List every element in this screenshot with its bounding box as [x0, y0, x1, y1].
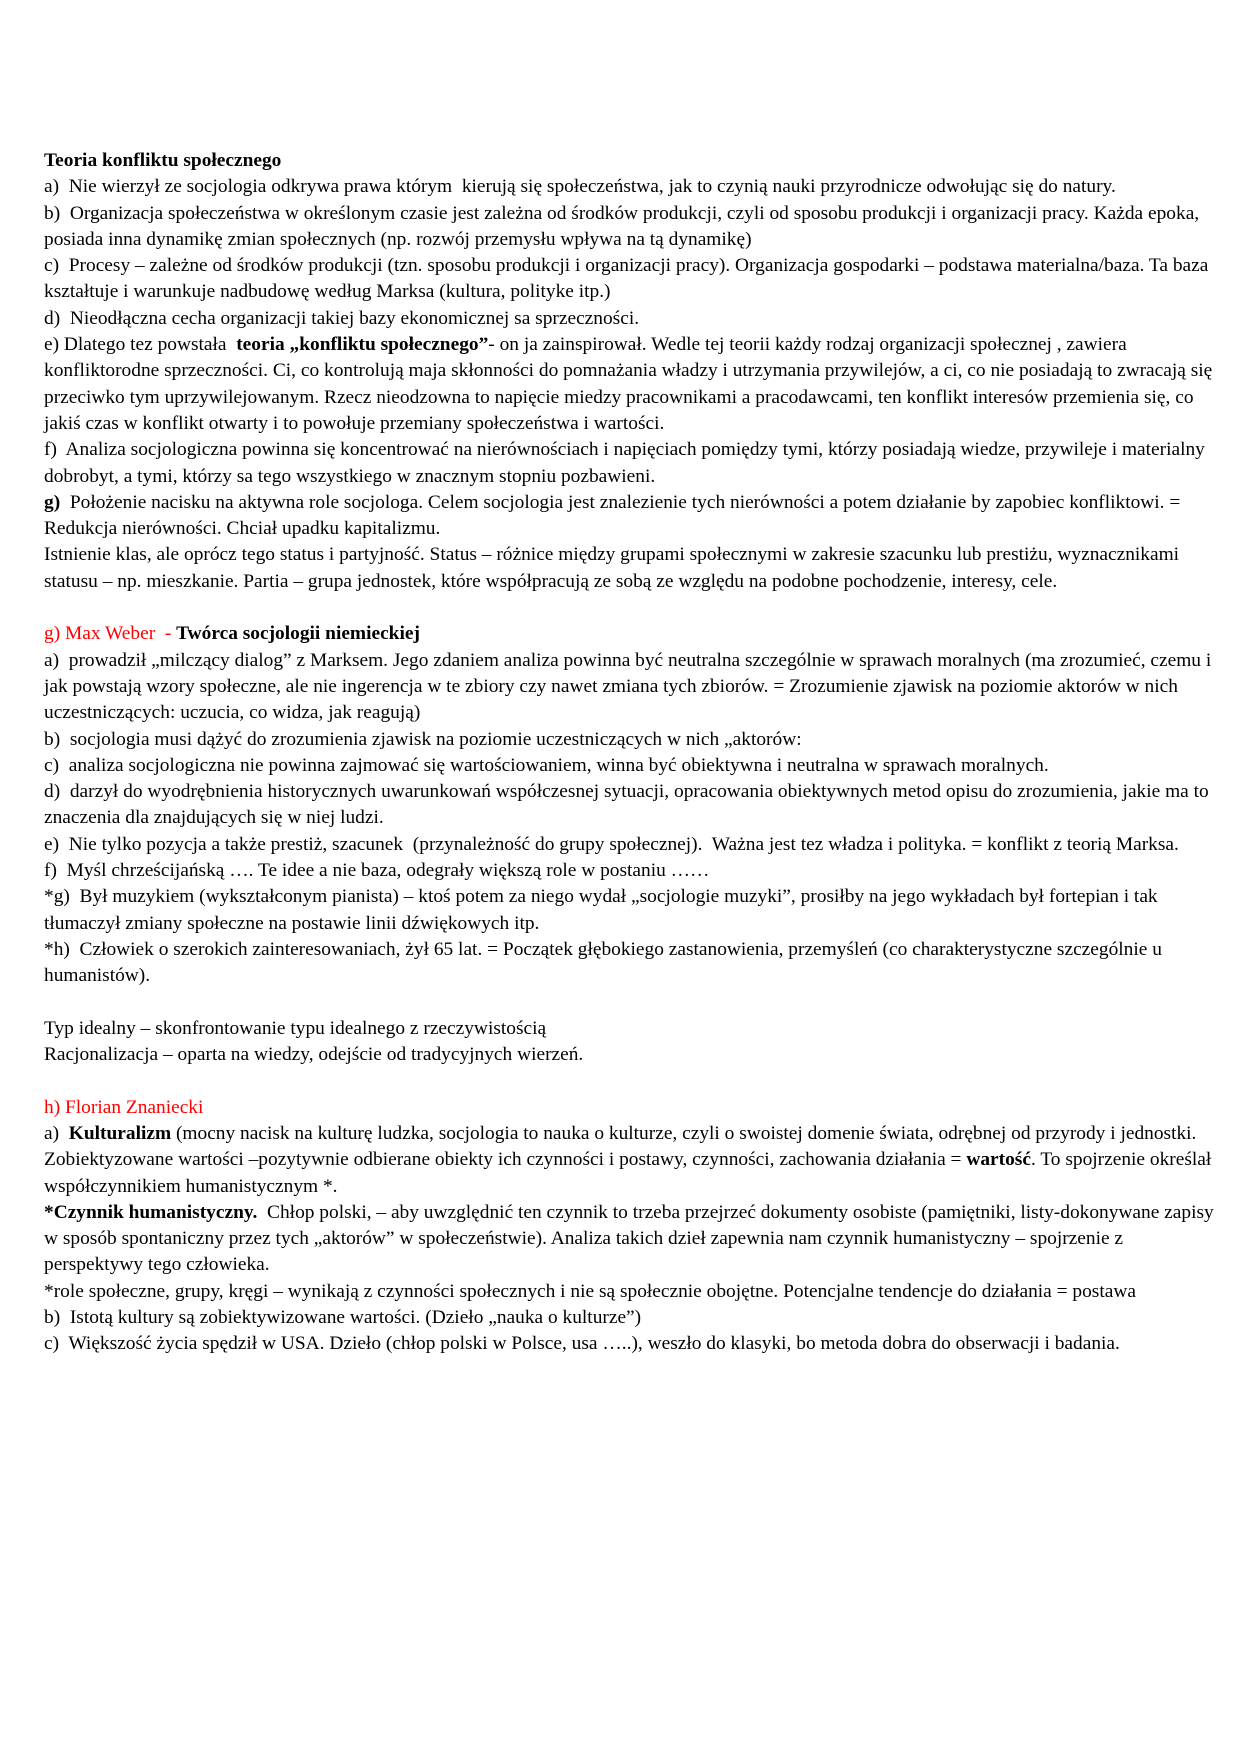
spacer: [44, 990, 1214, 1016]
spacer: [44, 595, 1214, 621]
conflict-point-c: c) Procesy – zależne od środków produkcji (tzn. sposobu produkcji i organizacji pracy). Organizacja gospodarki – podstawa materialna/baza. Ta baza kształtuje i warunkuje nadbudowę według Marksa (kultura, polityke itp.): [44, 255, 1214, 303]
weber-racjonalizacja: Racjonalizacja – oparta na wiedzy, odejście od tradycyjnych wierzeń.: [44, 1044, 584, 1066]
weber-point-a: a) prowadził „milczący dialog” z Marksem. Jego zdaniem analiza powinna być neutralna szczególnie w sprawach moralnych (ma zrozumieć, czemu i jak powstają wzory społeczne, ale nie ingerencja w te zbiory czy nawet zmiana tych zbiorów. = Zrozumienie zjawisk na poziomie aktorów w nich uczestniczących: uczucia, co widza, jak reagują): [44, 649, 1217, 724]
znaniecki-point-a: a) Kulturalizm (mocny nacisk na kulturę ludzka, socjologia to nauka o kulturze, czyli o swoistej domenie świata, odrębnej od przyrody i jednostki. Zobiektyzowane wartości –pozytywnie odbierane obiekty ich czynności i postawy, czynności, zachowania działania = wartość. To spojrzenie określał współczynnikiem humanistycznym *.: [44, 1122, 1217, 1197]
spacer: [44, 1068, 1214, 1094]
conflict-point-g: g) Położenie nacisku na aktywna role socjologa. Celem socjologia jest znalezienie tych nierówności a potem działanie by zapobiec konfliktowi. = Redukcja nierówności. Chciał upadku kapitalizmu.: [44, 491, 1186, 540]
conflict-extra-paragraph: Istnienie klas, ale oprócz tego status i partyjność. Status – różnice między grupami społecznymi w zakresie szacunku lub prestiżu, wyznacznikami statusu – np. mieszkanie. Partia – grupa jednostek, które współpracują ze sobą ze względu na podobne pochodzenie, interesy, cele.: [44, 544, 1184, 592]
conflict-point-d: d) Nieodłączna cecha organizacji takiej bazy ekonomicznej sa sprzeczności.: [44, 307, 640, 329]
znaniecki-point-b: b) Istotą kultury są zobiektywizowane wartości. (Dzieło „nauka o kulturze”): [44, 1307, 642, 1329]
weber-point-d: d) darzył do wyodrębnienia historycznych uwarunkowań współczesnej sytuacji, opracowania obiektywnych metod opisu do zrozumienia, jakie ma to znaczenia dla znajdujących się w niej ludzi.: [44, 781, 1214, 829]
document-page: [44, 148, 1219, 1358]
weber-point-g: *g) Był muzykiem (wykształconym pianista) – ktoś potem za niego wydał „socjologie muzyki”, prosiłby na jego wykładach był fortepian i tak tłumaczył zmiany społeczne na postawie linii dźwiękowych itp.: [44, 886, 1163, 934]
weber-point-f: f) Myśl chrześcijańską …. Te idee a nie baza, odegrały większą role w postaniu ……: [44, 860, 710, 882]
section-title-weber: g) Max Weber - Twórca socjologii niemieckiej: [44, 623, 420, 645]
weber-point-e: e) Nie tylko pozycja a także prestiż, szacunek (przynależność do grupy społecznej). Ważna jest tez władza i polityka. = konflikt z teorią Marksa.: [44, 833, 1179, 855]
weber-typ-idealny: Typ idealny – skonfrontowanie typu idealnego z rzeczywistością: [44, 1017, 547, 1039]
section-title-znaniecki: h) Florian Znaniecki: [44, 1096, 204, 1118]
znaniecki-role-spoleczne: *role społeczne, grupy, kręgi – wynikają z czynności społecznych i nie są społecznie obojętne. Potencjalne tendencje do działania = postawa: [44, 1280, 1136, 1302]
conflict-point-e: e) Dlatego tez powstała teoria „konfliktu społecznego”- on ja zainspirował. Wedle tej teorii każdy rodzaj organizacji społecznej , zawiera konfliktorodne sprzeczności. Ci, co kontrolują maja skłonności do pomnażania władzy i utrzymania przywilejów, a ci, co nie posiadają to zwracają się przeciwko tym uprzywilejowanym. Rzecz nieodzowna to napięcie miedzy pracownikami a pracodawcami, ten konflikt interesów przemienia się, co jakiś czas w konflikt otwarty i to powołuje przemiany społeczeństwa i wartości.: [44, 334, 1218, 434]
conflict-point-a: a) Nie wierzył ze socjologia odkrywa prawa którym kierują się społeczeństwa, jak to czynią nauki przyrodnicze odwołując się do natury.: [44, 176, 1116, 198]
znaniecki-point-c: c) Większość życia spędził w USA. Dzieło (chłop polski w Polsce, usa …..), weszło do klasyki, bo metoda dobra do obserwacji i badania.: [44, 1333, 1120, 1355]
conflict-point-f: f) Analiza socjologiczna powinna się koncentrować na nierównościach i napięciach pomiędzy tymi, którzy posiadają wiedze, przywileje i materialny dobrobyt, a tymi, którzy sa tego wszystkiego w znacznym stopniu pozbawieni.: [44, 439, 1210, 487]
znaniecki-czynnik-humanistyczny: *Czynnik humanistyczny. Chłop polski, – aby uwzględnić ten czynnik to trzeba przejrzeć dokumenty osobiste (pamiętniki, listy-dokonywane zapisy w sposób spontaniczny przez tych „aktorów” w społeczeństwie). Analiza takich dzieł zapewnia nam czynnik humanistyczny – spojrzenie z perspektywy tego człowieka.: [44, 1201, 1219, 1276]
weber-point-b: b) socjologia musi dążyć do zrozumienia zjawisk na poziomie uczestniczących w nich „aktorów:: [44, 728, 802, 750]
section-title-conflict: Teoria konfliktu społecznego: [44, 150, 282, 171]
weber-point-c: c) analiza socjologiczna nie powinna zajmować się wartościowaniem, winna być obiektywna i neutralna w sprawach moralnych.: [44, 754, 1049, 776]
weber-point-h: *h) Człowiek o szerokich zainteresowaniach, żył 65 lat. = Początek głębokiego zastanowienia, przemyśleń (co charakterystyczne szczególnie u humanistów).: [44, 938, 1167, 987]
conflict-point-b: b) Organizacja społeczeństwa w określonym czasie jest zależna od środków produkcji, czyli od sposobu produkcji i organizacji pracy. Każda epoka, posiada inna dynamikę zmian społecznych (np. rozwój przemysłu wpływa na tą dynamikę): [44, 202, 1205, 250]
